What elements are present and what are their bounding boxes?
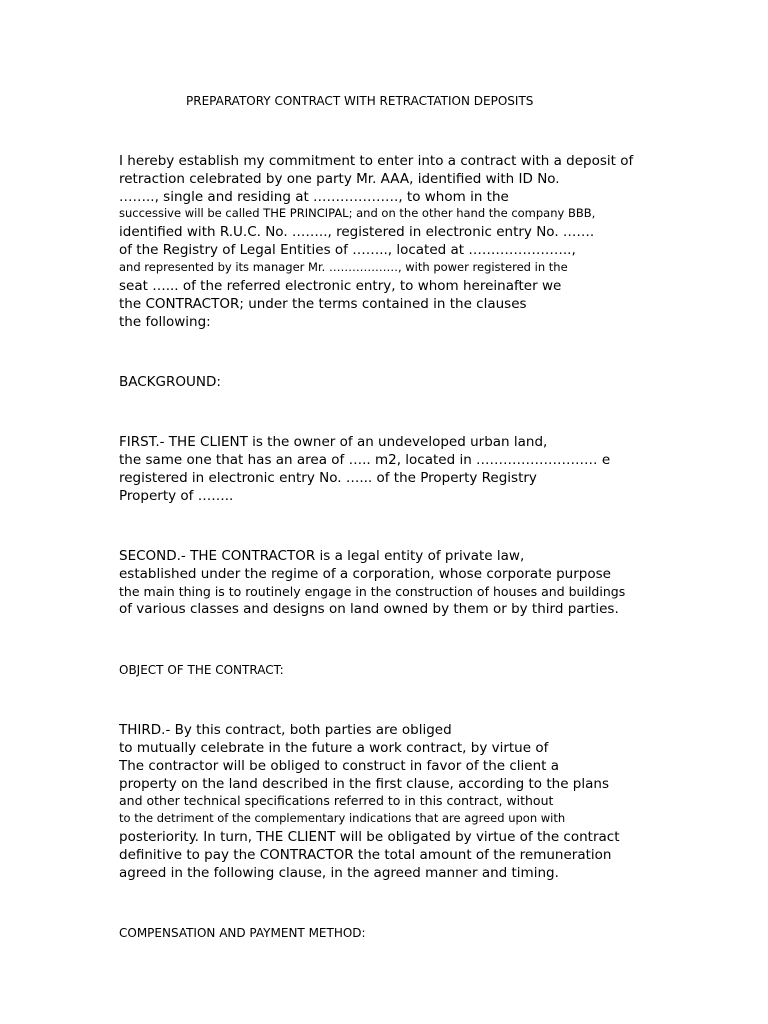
second-clause-line: SECOND.- THE CONTRACTOR is a legal entity of private law, xyxy=(119,548,525,564)
third-clause-line: definitive to pay the CONTRACTOR the total amount of the remuneration xyxy=(119,847,612,863)
third-clause-line: posteriority. In turn, THE CLIENT will be obligated by virtue of the contract xyxy=(119,829,620,845)
third-clause-line: property on the land described in the first clause, according to the plans xyxy=(119,776,609,792)
third-clause-line: to the detriment of the complementary indications that are agreed upon with xyxy=(119,811,566,825)
second-clause-line: established under the regime of a corporation, whose corporate purpose xyxy=(119,566,611,582)
first-clause-line: registered in electronic entry No. …... of the Property Registry xyxy=(119,470,537,486)
third-clause-line: The contractor will be obliged to construct in favor of the client a xyxy=(119,758,560,774)
intro-line: identified with R.U.C. No. …….., registered in electronic entry No. ……. xyxy=(119,224,595,240)
intro-line: and represented by its manager Mr. ………………, with power registered in the xyxy=(119,260,568,274)
background-heading: BACKGROUND: xyxy=(119,374,221,390)
first-clause-line: FIRST.- THE CLIENT is the owner of an undeveloped urban land, xyxy=(119,434,548,450)
second-clause-line: the main thing is to routinely engage in the construction of houses and buildings xyxy=(119,584,626,599)
intro-line: of the Registry of Legal Entities of …….., located at ………………….., xyxy=(119,242,576,258)
intro-line: I hereby establish my commitment to enter into a contract with a deposit of xyxy=(119,153,634,169)
intro-line: successive will be called THE PRINCIPAL; and on the other hand the company BBB, xyxy=(119,206,596,220)
object-heading: OBJECT OF THE CONTRACT: xyxy=(119,663,284,677)
intro-line: the following: xyxy=(119,314,211,330)
first-clause-line: Property of …….. xyxy=(119,488,234,504)
third-clause-line: THIRD.- By this contract, both parties are obliged xyxy=(119,722,452,738)
intro-line: seat …... of the referred electronic entry, to whom hereinafter we xyxy=(119,278,562,294)
second-clause-line: of various classes and designs on land owned by them or by third parties. xyxy=(119,601,619,617)
intro-line: the CONTRACTOR; under the terms contained in the clauses xyxy=(119,296,527,312)
intro-line: retraction celebrated by one party Mr. AAA, identified with ID No. xyxy=(119,171,560,187)
compensation-heading: COMPENSATION AND PAYMENT METHOD: xyxy=(119,926,366,940)
third-clause-line: agreed in the following clause, in the agreed manner and timing. xyxy=(119,865,559,881)
third-clause-line: and other technical specifications referred to in this contract, without xyxy=(119,793,554,808)
third-clause-line: to mutually celebrate in the future a work contract, by virtue of xyxy=(119,740,549,756)
first-clause-line: the same one that has an area of ….. m2, located in ……………………… e xyxy=(119,452,611,468)
document-title: PREPARATORY CONTRACT WITH RETRACTATION DEPOSITS xyxy=(186,94,534,108)
intro-line: …….., single and residing at ………………., to whom in the xyxy=(119,189,509,205)
